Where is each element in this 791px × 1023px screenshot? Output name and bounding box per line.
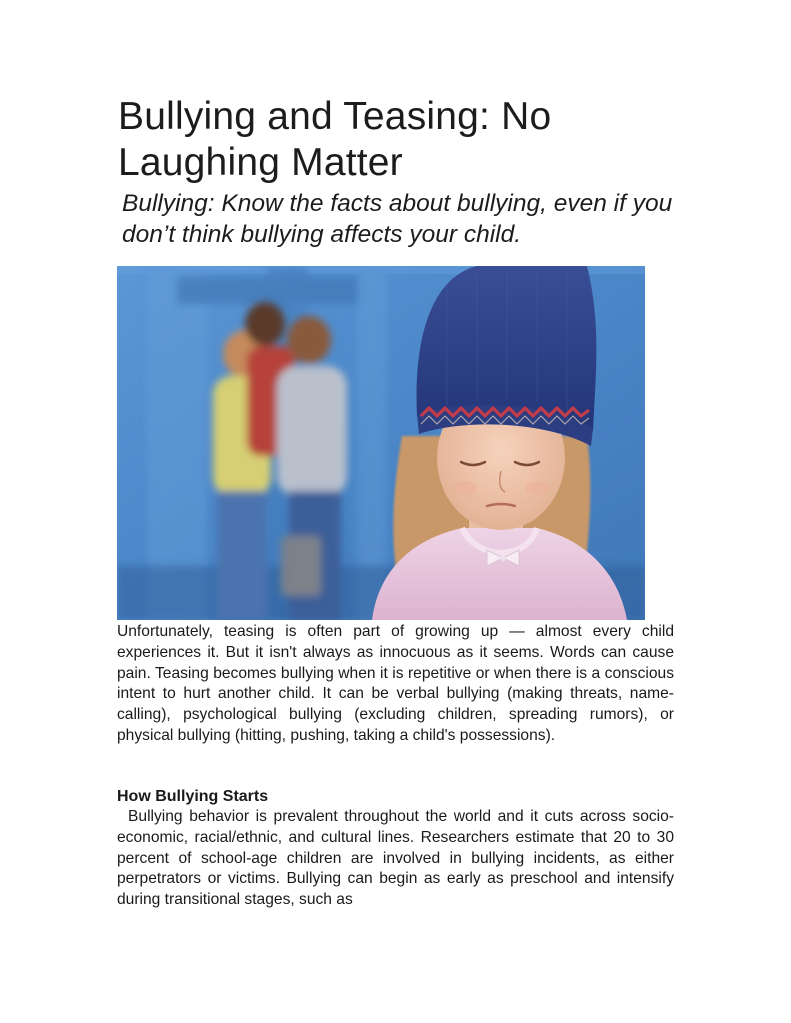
- section-heading: How Bullying Starts: [117, 788, 269, 805]
- girl-hat: [417, 266, 597, 446]
- article-subtitle: Bullying: Know the facts about bullying, even if you don’t think bullying affects your child.: [122, 190, 673, 248]
- intro-paragraph: Unfortunately, teasing is often part of growing up — almost every child experiences it. But it isn't always as innocuous as it seems. Words can cause pain. Teasing becomes bullying when it is repetitive or when there is a conscious intent to hurt another child. It can be verbal bullying (making threats, name-calling), psychological bullying (excluding children, spreading rumors), or physical bullying (hitting, pushing, taking a child's possessions).: [117, 623, 674, 744]
- article-photo: [117, 266, 645, 620]
- article-title: Bullying and Teasing: No Laughing Matter: [118, 95, 552, 184]
- photo-illustration: [117, 266, 645, 620]
- section-paragraph: Bullying behavior is prevalent throughout the world and it cuts across socio-economic, racial/ethnic, and cultural lines. Researchers estimate that 20 to 30 percent of school-age children are involved in bullying incidents, as either perpetrators or victims. Bullying can begin as early as preschool and intensify during transitional stages, such as: [117, 808, 674, 909]
